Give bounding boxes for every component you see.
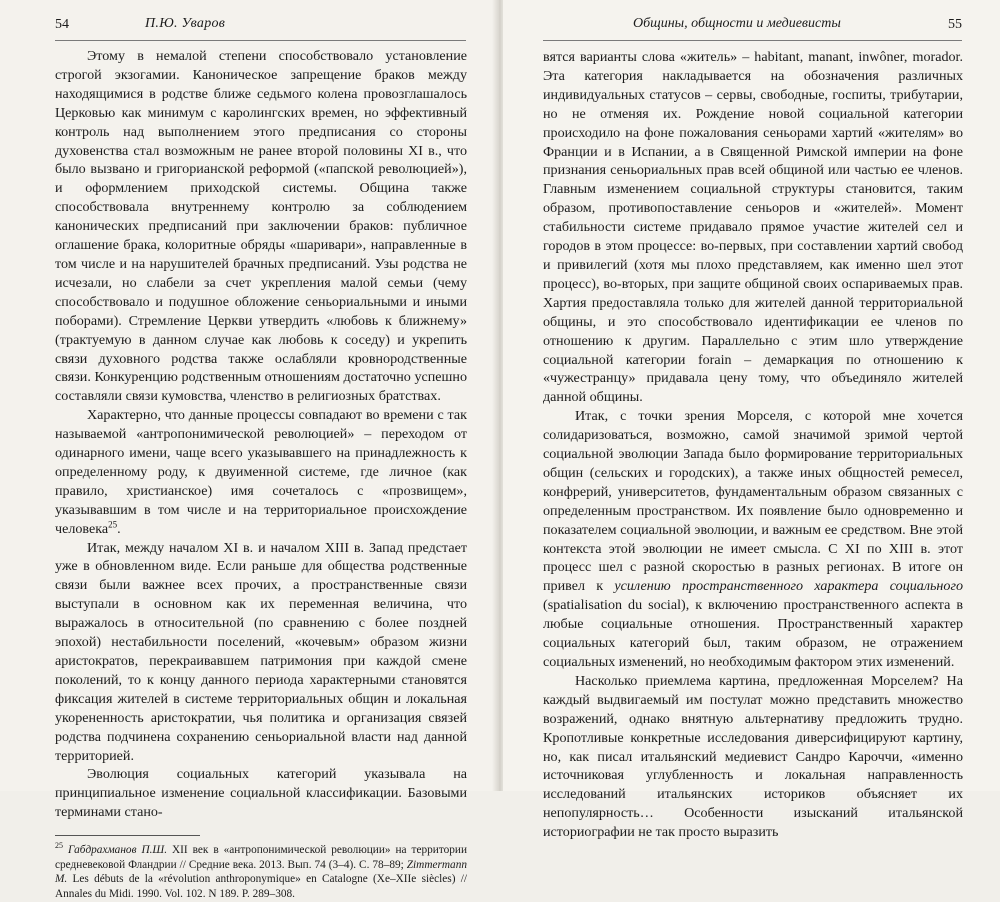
footnote-text: Les débuts de la «révolution anthroponymique» en Catalogne (Xe–XIIe siècles) // Annales du Midi. 1990. Vol. 102. N 189. P. 289–308. (55, 873, 467, 900)
paragraph-text: Характерно, что данные процессы совпадают во времени с так называемой «антропонимической революцией» – переходом от одинарного имени, чаще всего указывавшего на принадлежность к определенному роду, к двуименной системе, где личное (как правило, христианское) имя сочеталось с «прозвищем», указывавшим в том числе и на территориальное происхождение человека (55, 407, 467, 537)
page-number-left: 54 (55, 17, 69, 32)
italic-phrase: усилению пространственного характера социального (614, 578, 963, 595)
page-number-right: 55 (948, 17, 962, 32)
left-page (0, 0, 497, 900)
footnote (55, 843, 467, 901)
paragraph: вятся варианты слова «житель» – habitant, manant, inwôner, morador. Эта категория накладывается на обозначения различных индивидуальных статусов – сервы, свободные, госпиты, трибутарии, но не отменяя их. Рождение новой социальной категории происходило на фоне пожалования сеньорами хартий «жителям» во Франции и в Испании, а в Священной Римской империи на фоне признания сеньориальных прав всей общиной или частью ее членов. Главным изменением социальной структуры становится, таким образом, противопоставление сеньоров и «жителей». Момент стабильности системе придавало прямое участие жителей сел и городов в этом процессе: во-первых, при составлении хартий свобод и привилегий (хотя мы плохо представляем, как именно шел этот процесс), во-вторых, при защите общиной своих оспариваемых прав. Хартия предоставляла только для жителей данной территориальной общины, и это способствовало идентификации ее членов по отношению к другим. Параллельно с этим шло утверждение социальной категории forain – демаркация по отношению к «чужестранцу» придавала цену тому, что объединяло жителей данной общины. (543, 49, 963, 406)
footnote-rule (55, 835, 200, 836)
footnote-reference: 25 (108, 518, 118, 529)
right-page (503, 0, 1000, 841)
running-head-right (543, 14, 962, 41)
paragraph: Характерно, что данные процессы совпадают во времени с так называемой «антропонимической революцией» – переходом от одинарного имени, чаще всего указывавшего на принадлежность к определенному роду, к двуименной системе, где личное (как правило, христианское) имя сочеталось с «прозвищем», указывавшим в том числе и на территориальное происхождение человека$^{25}$. (55, 407, 467, 537)
footnote-mark: 25 (55, 841, 63, 851)
running-title-left: П.Ю. Уваров (145, 16, 226, 31)
paragraph: Насколько приемлема картина, предложенная Морселем? На каждый выдвигаемый им постулат можно представить множество возражений, однако внятную альтернативу предложить трудно. Кропотливые конкретные исследования диверсифицируют картину, но, как писал итальянский медиевист Сандро Кароччи, «именно источниковая углубленность и локальная направленность исследований итальянских историков объясняет их непопулярность… Особенности изысканий итальянской историографии не так просто выразить (543, 672, 963, 841)
footnote-author: Габдрахманов П.Ш. (67, 844, 168, 857)
paragraph-text: (spatialisation du social), к включению пространственного аспекта в любые социальные отношения. Пространственный характер социальных категорий был, таким образом, не отражением социальных изменений, но необходимым фактором этих изменений. (543, 597, 963, 670)
footnote-text: XII век в «антропонимической революции» на территории средневековой Фландрии // Средние века. 2013. Вып. 74 (3–4). С. 78–89; (55, 844, 467, 871)
paragraph (543, 407, 963, 672)
footnote-author: Zimmermann M. (55, 858, 467, 886)
running-head-left (55, 14, 466, 41)
left-page-body (55, 47, 467, 902)
paragraph: Этому в немалой степени способствовало установление строгой экзогамии. Каноническое запрещение браков между находящимися в родстве ближе седьмого колена провозглашалось Церковью как минимум с каролингских времен, но эффективный контроль над выполнением этого предписания со стороны духовенства стал возможным не ранее второй половины XI в., что было вызвано и григорианской реформой («папской революцией»), и оформлением приходской системы. Община также способствовала внутреннему контролю за соблюдением канонических предписаний при заключении браков: публичное оглашение брака, колоритные обряды «шаривари», направленные в том числе и на нарушителей брачных предписаний. Узы родства не исчезали, но слабели за счет укрепления малой семьи (чему способствовало и подушное обложение сеньориальными и иными поборами). Стремление Церкви утвердить «любовь к ближнему» (трактуемую в данном случае как любовь к соседу) и укрепить связи духовного родства также ослабляли кровнородственные связи. Конкуренцию родственным отношениям достаточно успешно составляли связи кумовства, членство в религиозных братствах. (55, 48, 467, 405)
running-title-right: Общины, общности и медиевисты (633, 16, 841, 31)
paragraph: Эволюция социальных категорий указывала на принципиальное изменение социальной классификации. Базовыми терминами стано- (55, 766, 467, 821)
paragraph: Итак, между началом XI в. и началом XIII в. Запад предстает уже в обновленном виде. Если раньше для общества родственные связи были важнее всех прочих, а пространственные связи выступали в основном как их переменная величина, что выражалось в относительной (по сравнению с более поздней эпохой) нестабильности поселений, «кочевым» образом жизни аристократов, перекраивавшем патримония при каждой смене поколений, то к концу данного периода характерными становятся фиксация жителей в системе территориальных общин и локальная укорененность аристократии, чья политика и организация связей родства подчинена сохранению сеньориальной власти над данной территорией. (55, 539, 467, 764)
right-page-body (543, 48, 963, 842)
paragraph-text: Итак, с точки зрения Морселя, с которой мне хочется солидаризоваться, возможно, самой значимой зримой чертой социальной эволюции Запада было формирование территориальных общин (сельских и городских), а также иных общностей ремесел, конфрерий, университетов, фундаментальным образом связанных с определенным пространством. Их появление было одновременно и показателем социальной эволюции, и важным ее средством. Вне этой контекста этой эволюции не имеет смысла. С XI по XIII в. этот процесс шел с разной скоростью в разных регионах. В итоге он привел к (543, 408, 963, 595)
